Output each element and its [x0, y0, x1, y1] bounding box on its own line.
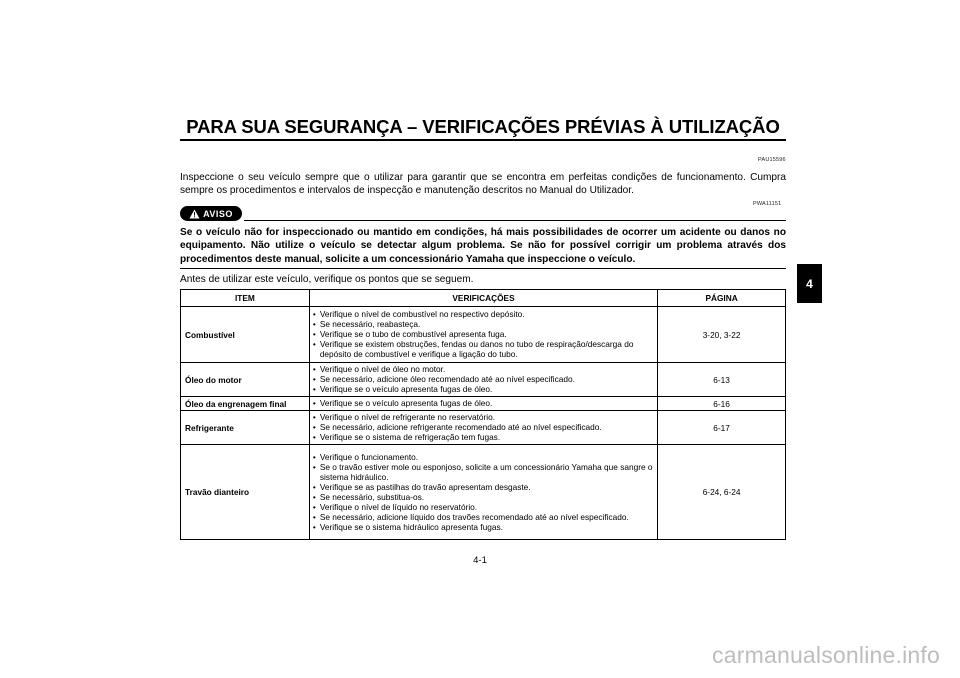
pre-operation-checklist-table	[180, 289, 786, 540]
warning-label: AVISO	[203, 208, 233, 219]
bullet-dot: •	[312, 481, 316, 492]
header-checks: VERIFICAÇÕES	[309, 290, 657, 307]
check-item	[313, 374, 654, 384]
bullet-dot: •	[312, 501, 316, 512]
check-item	[313, 452, 654, 462]
row-checks	[309, 445, 657, 540]
bullet-dot: •	[312, 461, 316, 472]
check-item	[313, 339, 654, 359]
check-text: Verifique se o veículo apresenta fugas de óleo.	[319, 384, 493, 394]
row-item: Óleo do motor	[181, 363, 310, 397]
bullet-dot: •	[312, 521, 316, 532]
check-item	[313, 384, 654, 394]
row-page: 6-16	[658, 397, 786, 411]
row-checks	[309, 411, 657, 445]
intro-paragraph: Inspeccione o seu veículo sempre que o utilizar para garantir que se encontra em perfeitas condições de funcionamento. Cumpra sempre os procedimentos e intervalos de inspecção e manutenção descritos no Manual do Utilizador.	[180, 172, 786, 196]
warning-rule	[244, 220, 786, 221]
bullet-dot: •	[312, 511, 316, 522]
row-page: 6-24, 6-24	[658, 445, 786, 540]
table-row	[181, 411, 786, 445]
row-item: Combustível	[181, 307, 310, 363]
check-text: Verifique se o tubo de combustível apresenta fuga.	[319, 329, 507, 339]
row-page: 6-13	[658, 363, 786, 397]
row-item: Travão dianteiro	[181, 445, 310, 540]
check-item	[313, 364, 654, 374]
warning-bottom-rule	[180, 268, 786, 269]
check-item	[313, 492, 654, 502]
bullet-dot: •	[312, 398, 316, 408]
check-text: Se necessário, reabasteça.	[319, 319, 421, 329]
row-item: Refrigerante	[181, 411, 310, 445]
check-item	[313, 412, 654, 422]
check-text: Se o travão estiver mole ou esponjoso, solicite a um concessionário Yamaha que sangre o sistema hidráulico.	[319, 461, 653, 482]
warning-label-box	[180, 206, 242, 221]
chapter-tab: 4	[797, 264, 822, 303]
page-number: 4-1	[473, 555, 487, 566]
warning-triangle-icon	[189, 209, 200, 219]
row-page: 3-20, 3-22	[658, 307, 786, 363]
check-item	[313, 329, 654, 339]
bullet-dot: •	[312, 329, 316, 339]
bullet-dot: •	[312, 339, 316, 349]
check-text: Verifique se o sistema de refrigeração tem fugas.	[319, 432, 501, 442]
header-page: PÁGINA	[658, 290, 786, 307]
check-item	[313, 522, 654, 532]
row-item: Óleo da engrenagem final	[181, 397, 310, 411]
bullet-dot: •	[312, 422, 316, 432]
bullet-dot: •	[312, 374, 316, 384]
check-item	[313, 398, 654, 408]
check-text: Se necessário, adicione refrigerante recomendado até ao nível especificado.	[319, 422, 602, 432]
header-item: ITEM	[181, 290, 310, 307]
check-text: Verifique se as pastilhas do travão apresentam desgaste.	[319, 481, 531, 492]
bullet-dot: •	[312, 309, 316, 319]
row-page: 6-17	[658, 411, 786, 445]
table-row	[181, 363, 786, 397]
checklist-intro: Antes de utilizar este veículo, verifique os pontos que se seguem.	[180, 274, 474, 285]
watermark: carmanualsonline.info	[712, 642, 940, 668]
check-item	[313, 482, 654, 492]
warning-text: Se o veículo não for inspeccionado ou mantido em condições, há mais possibilidades de ocorrer um acidente ou danos no equipamento. Não utilize o veículo se detectar algum problema. Se não for possível corrigir um problema através dos procedimentos deste manual, solicite a um concessionário Yamaha que inspeccione o veículo.	[180, 227, 786, 265]
check-item	[313, 319, 654, 329]
check-text: Se necessário, substitua-os.	[319, 491, 425, 502]
bullet-dot: •	[312, 412, 316, 422]
bullet-dot: •	[312, 384, 316, 394]
check-item	[313, 502, 654, 512]
check-item	[313, 422, 654, 432]
check-text: Verifique o funcionamento.	[319, 451, 419, 462]
table-header-row	[181, 290, 786, 307]
bullet-dot: •	[312, 451, 316, 462]
bullet-dot: •	[312, 364, 316, 374]
check-text: Verifique se o veículo apresenta fugas de óleo.	[319, 398, 493, 408]
title-rule	[180, 139, 786, 141]
table-row	[181, 397, 786, 411]
row-checks	[309, 397, 657, 411]
check-item	[313, 309, 654, 319]
check-text: Verifique o nível de combustível no respectivo depósito.	[319, 309, 525, 319]
check-item	[313, 462, 654, 482]
bullet-dot: •	[312, 491, 316, 502]
page-title: PARA SUA SEGURANÇA – VERIFICAÇÕES PRÉVIAS À UTILIZAÇÃO	[186, 116, 780, 137]
row-checks	[309, 363, 657, 397]
row-checks	[309, 307, 657, 363]
check-text: Verifique se o sistema hidráulico apresenta fugas.	[319, 521, 503, 532]
reference-code-warning: PWA11151	[753, 201, 782, 207]
check-item	[313, 512, 654, 522]
bullet-dot: •	[312, 319, 316, 329]
check-text: Verifique o nível de refrigerante no reservatório.	[319, 412, 496, 422]
check-text: Se necessário, adicione óleo recomendado até ao nível especificado.	[319, 374, 575, 384]
table-row	[181, 445, 786, 540]
table-row	[181, 307, 786, 363]
check-text: Verifique o nível de óleo no motor.	[319, 364, 446, 374]
check-text: Verifique se existem obstruções, fendas ou danos no tubo de respiração/descarga do depósito de combustível e verifique a ligação do tubo.	[319, 339, 634, 359]
reference-code-intro: PAU15596	[758, 157, 786, 163]
check-item	[313, 432, 654, 442]
check-text: Se necessário, adicione líquido dos travões recomendado até ao nível especificado.	[319, 511, 629, 522]
bullet-dot: •	[312, 432, 316, 442]
check-text: Verifique o nível de líquido no reservatório.	[319, 501, 478, 512]
